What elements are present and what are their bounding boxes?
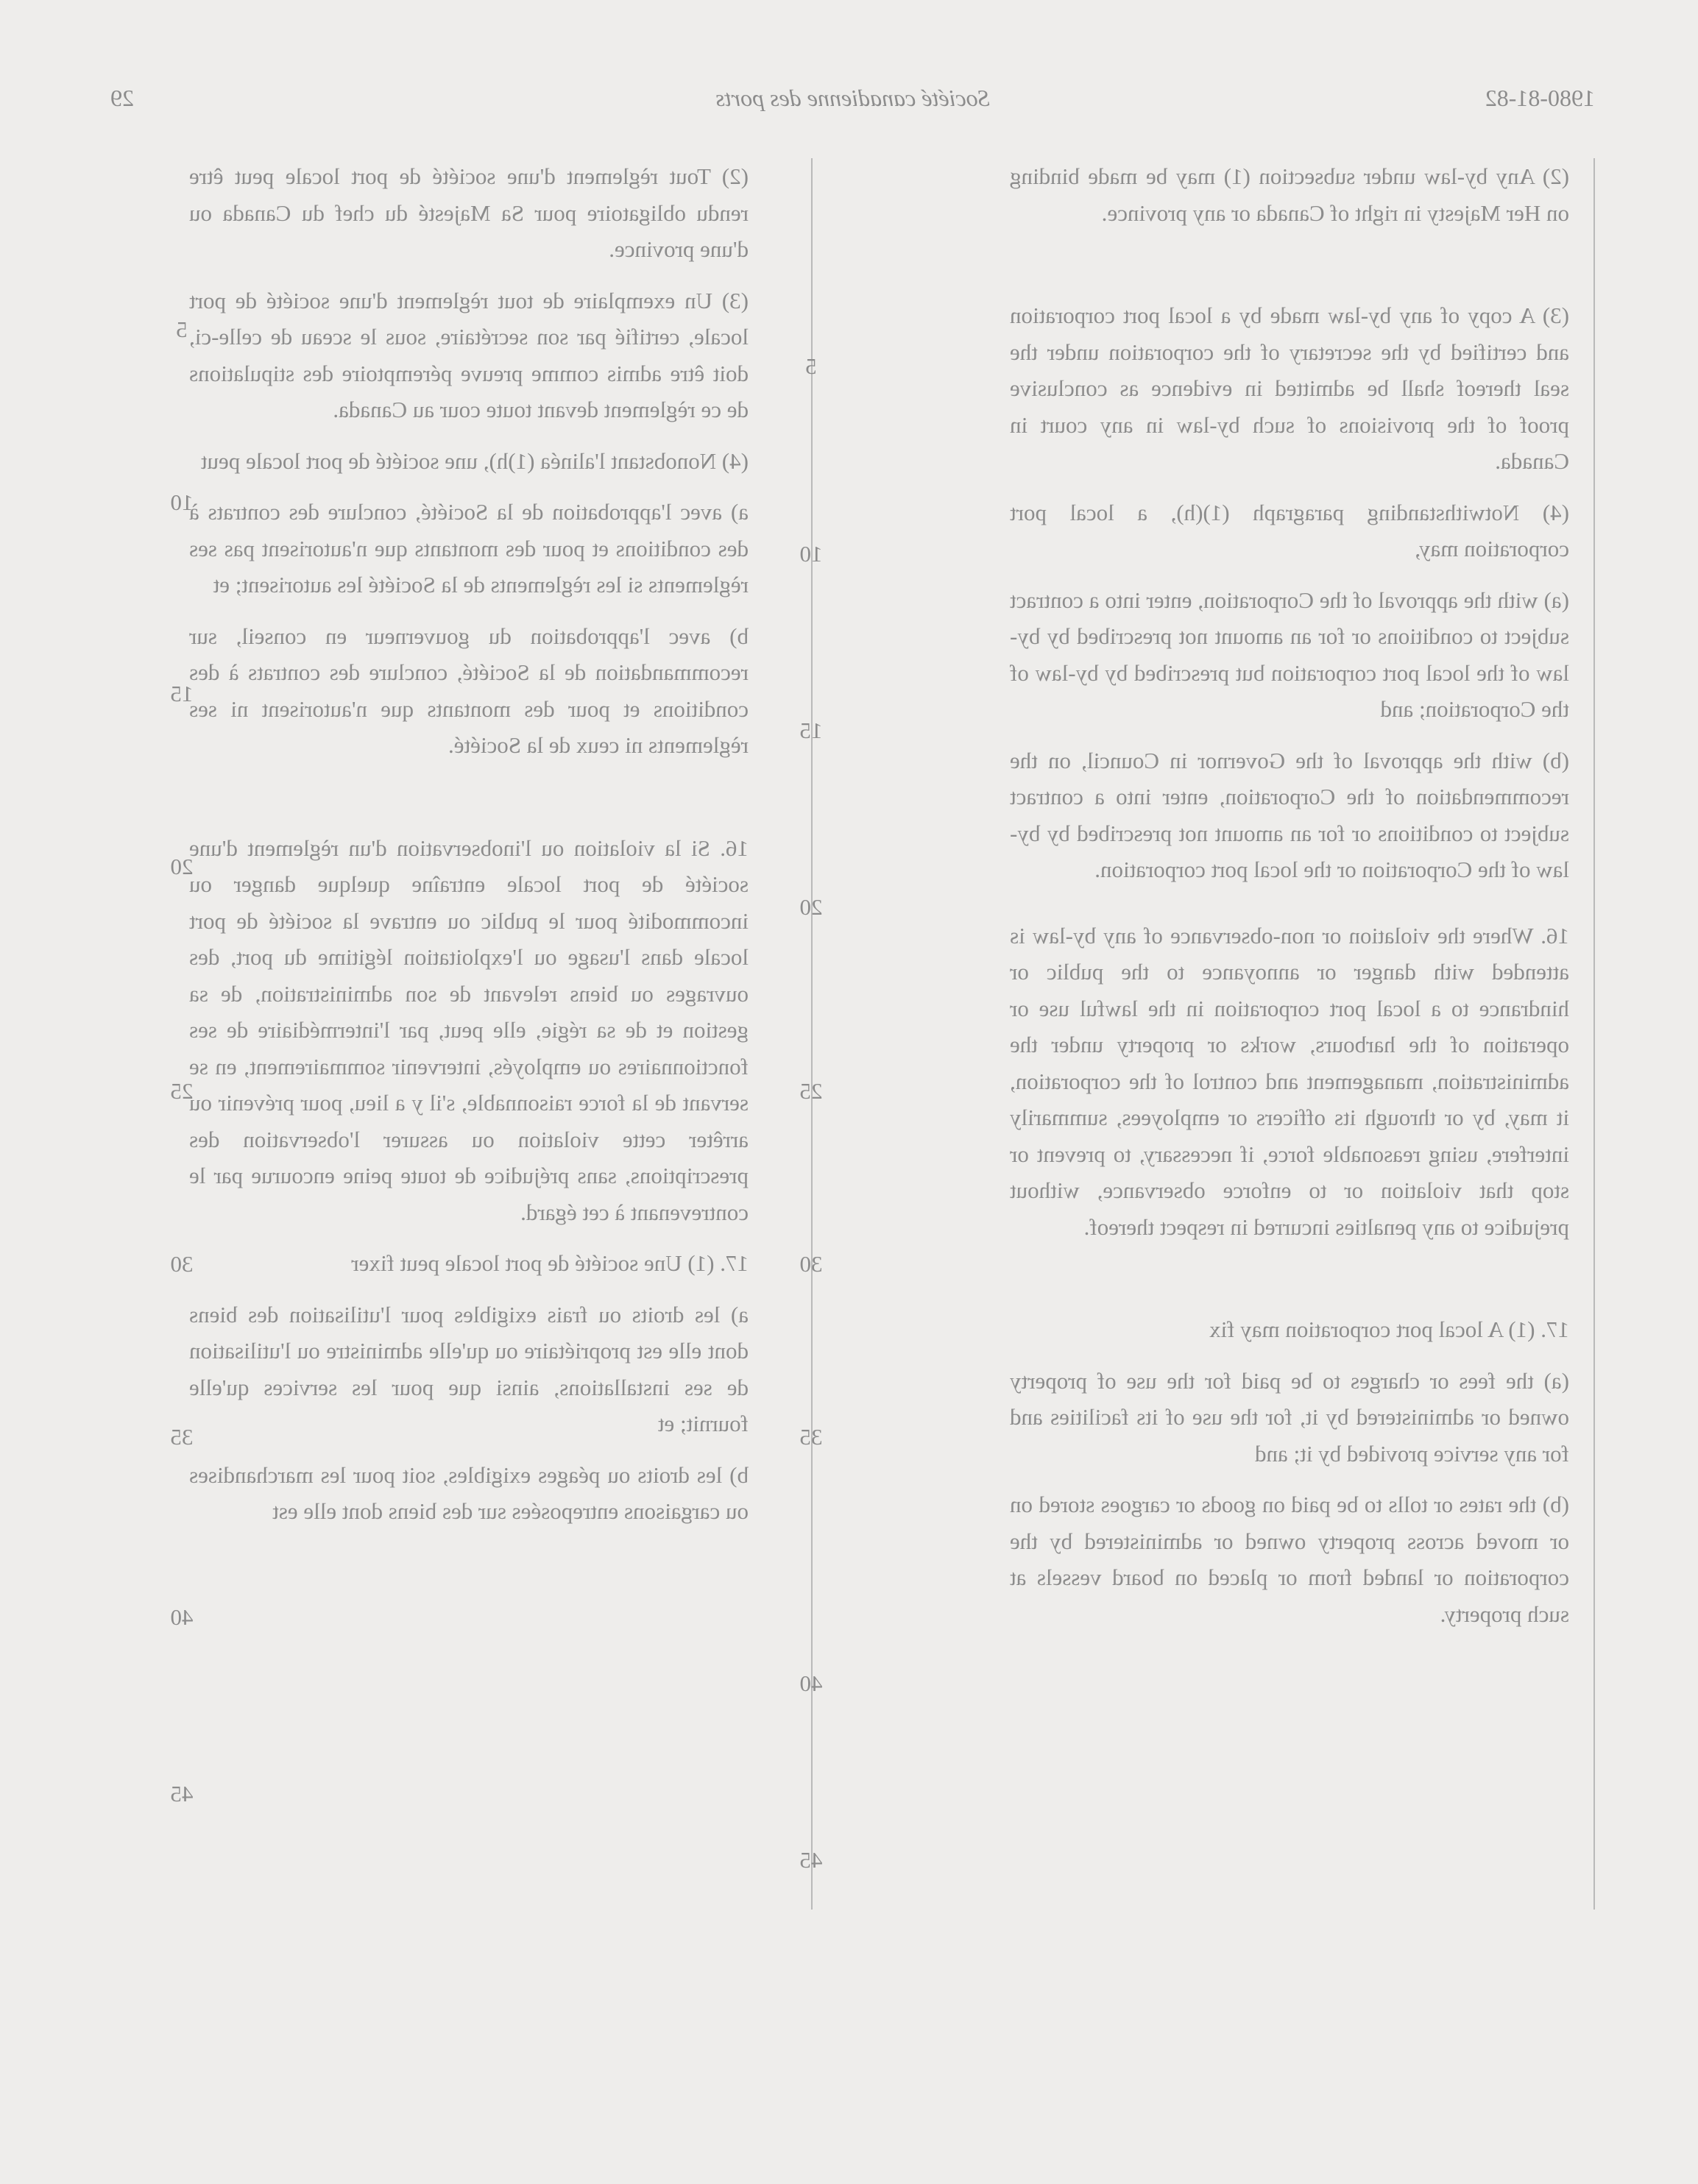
line-number: 5	[176, 316, 188, 342]
line-number: 40	[799, 1670, 823, 1696]
english-para-1: (2) Any by-law under subsection (1) may be made binding on Her Majesty in right of Canada or any province.	[1010, 163, 1569, 226]
line-number: 10	[170, 489, 194, 515]
header-year: 1980-81-82	[1485, 85, 1595, 111]
english-para-9: (b) the rates or tolls to be paid on goods or cargoes stored on or moved across property owned or administered by the corporation or landed from or placed on board vessels at such property.	[1010, 1492, 1569, 1627]
line-number: 15	[799, 717, 823, 743]
line-number: 45	[170, 1781, 194, 1807]
header-title: Société canadienne des ports	[715, 85, 990, 111]
line-number: 5	[805, 353, 817, 379]
english-para-5: (b) with the approval of the Governor in Council, on the recommendation of the Corporation, enter into a contract subject to conditions or for an amount not prescribed by by-law of the Corporation or the local port corporation.	[1010, 747, 1569, 882]
english-para-7: 17. (1) A local port corporation may fix	[1209, 1316, 1569, 1342]
left-margin-rule	[1593, 158, 1595, 1910]
line-number: 35	[170, 1424, 194, 1450]
line-number: 25	[799, 1078, 823, 1104]
french-column	[189, 158, 749, 1545]
english-para-8: (a) the fees or charges to be paid for the use of property owned or administered by it, for the use of its facilities and for any service provided by it; and	[1010, 1367, 1569, 1467]
french-para-5: b) avec l'approbation du gouverneur en conseil, sur recommandation de la Société, conclure des contrats à des conditions et pour des montants que n'autorisent ni ses règlements ni ceux de la Société.	[189, 623, 749, 758]
french-para-8: a) les droits ou frais exigibles pour l'utilisation des biens dont elle est propriétaire ou qu'elle administre ou l'utilisation de ses installations, ainsi que pour les services qu'elle fournit; et	[189, 1301, 749, 1436]
center-rule	[811, 158, 813, 1910]
french-para-6: 16. Si la violation ou l'inobservation d'un règlement d'une société de port locale entraîne quelque danger ou incommodité pour le public ou entrave la société de port locale dans l'usage ou l'exploitation légitime du port, des ouvrages ou biens relevant de son administration, de sa gestion et de sa régie, elle peut, par l'intermédiaire de ses fonctionnaires ou employés, intervenir sommairement, en se servant de la force raisonnable, s'il y a lieu, pour prévenir ou arrêter cette violation ou assurer l'observation des prescriptions, sans préjudice de toute peine encourue par le contrevenant à cet égard.	[189, 834, 749, 1225]
running-header	[110, 85, 1595, 114]
french-para-1: (2) Tout règlement d'une société de port locale peut être rendu obligatoire pour Sa Majesté du chef du Canada ou d'une province.	[189, 163, 749, 262]
line-number: 25	[170, 1078, 194, 1104]
french-para-9: b) les droits ou péages exigibles, soit pour les marchandises ou cargaisons entreposées sur des biens dont elle est	[189, 1461, 749, 1524]
english-para-2: (3) A copy of any by-law made by a local port corporation and certified by the secretary of the corporation under the seal thereof shall be admitted in evidence as conclusive proof of the provisions of such by-law in any court in Canada.	[1010, 302, 1569, 474]
line-number: 35	[799, 1424, 823, 1450]
french-para-2: (3) Un exemplaire de tout règlement d'une société de port locale, certifié par son secrétaire, sous le sceau de celle-ci, doit être admis comme preuve péremptoire des stipulations de ce règlement devant toute cour au Canada.	[189, 287, 749, 422]
line-number: 15	[170, 681, 194, 706]
english-para-3: (4) Notwithstanding paragraph (1)(h), a local port corporation may,	[1010, 499, 1569, 561]
english-para-4: (a) with the approval of the Corporation, enter into a contract subject to conditions or for an amount not prescribed by by-law of the local port corporation but prescribed by by-law of the Corporation; and	[1010, 586, 1569, 722]
line-number: 10	[799, 541, 823, 567]
line-number: 45	[799, 1847, 823, 1873]
french-para-7: 17. (1) Une société de port locale peut fixer	[351, 1250, 749, 1276]
line-number: 30	[170, 1251, 194, 1277]
line-number: 40	[170, 1604, 194, 1630]
line-number: 30	[799, 1251, 823, 1277]
header-page-number: 29	[110, 85, 134, 111]
line-number: 20	[170, 854, 194, 879]
english-para-6: 16. Where the violation or non-observance of any by-law is attended with danger or annoyance to the public or hindrance to a local port corporation in the lawful use or operation of the harbours, works or property under the administration, management and control of the corporation, it may, by or through its officers or employees, summarily interfere, using reasonable force, if necessary, to prevent or stop that violation or to enforce observance, without prejudice to any penalties incurred in respect thereof.	[1010, 922, 1569, 1240]
french-para-4: a) avec l'approbation de la Société, conclure des contrats à des conditions et pour des montants que n'autorisent pas ses règlements si les règlements de la Société les autorisent; et	[189, 499, 749, 598]
line-number: 20	[799, 894, 823, 920]
french-para-3: (4) Nonobstant l'alinéa (1)h), une société de port locale peut	[200, 447, 749, 474]
english-column	[1010, 158, 1569, 1647]
